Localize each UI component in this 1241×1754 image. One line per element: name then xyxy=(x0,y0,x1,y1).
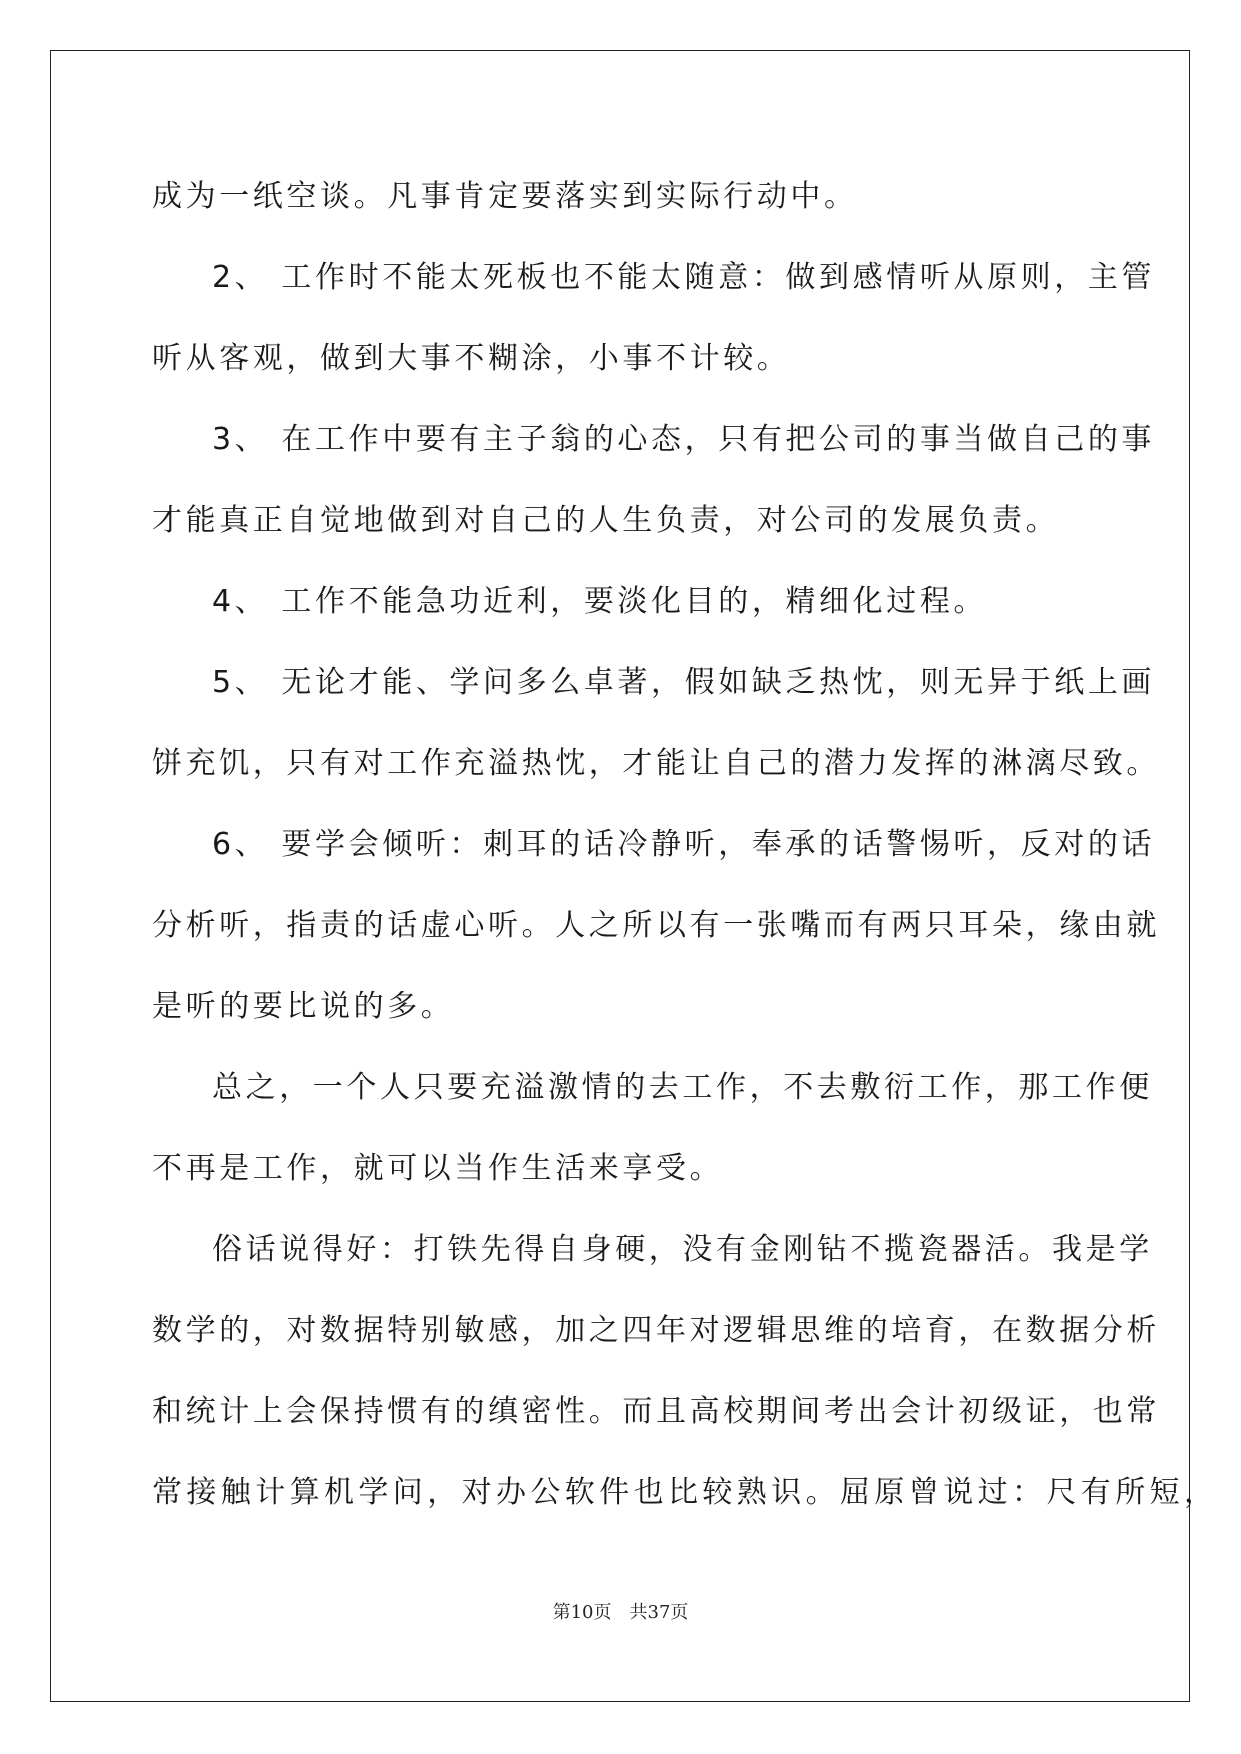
text-line: 6、 要学会倾听：刺耳的话冷静听，奉承的话警惕听，反对的话 xyxy=(212,827,1156,862)
text-line: 5、 无论才能、学问多么卓著，假如缺乏热忱，则无异于纸上画 xyxy=(212,665,1156,700)
text-line: 饼充饥，只有对工作充溢热忱，才能让自己的潜力发挥的淋漓尽致。 xyxy=(152,746,1160,781)
text-line: 俗话说得好：打铁先得自身硬，没有金刚钻不揽瓷器活。我是学 xyxy=(212,1232,1153,1267)
page-footer xyxy=(0,1598,1241,1624)
text-line: 分析听，指责的话虚心听。人之所以有一张嘴而有两只耳朵，缘由就 xyxy=(152,908,1160,943)
text-line: 3、 在工作中要有主子翁的心态，只有把公司的事当做自己的事 xyxy=(212,422,1156,457)
document-body xyxy=(152,156,1219,1533)
text-line: 常接触计算机学问，对办公软件也比较熟识。屈原曾说过：尺有所短， xyxy=(152,1475,1219,1510)
text-line: 听从客观，做到大事不糊涂，小事不计较。 xyxy=(152,341,791,376)
text-line: 成为一纸空谈。凡事肯定要落实到实际行动中。 xyxy=(152,179,858,214)
page-total: 共37页 xyxy=(629,1602,689,1623)
text-line: 才能真正自觉地做到对自己的人生负责，对公司的发展负责。 xyxy=(152,503,1060,538)
text-line: 和统计上会保持惯有的缜密性。而且高校期间考出会计初级证，也常 xyxy=(152,1394,1160,1429)
text-line: 总之，一个人只要充溢激情的去工作，不去敷衍工作，那工作便 xyxy=(212,1070,1153,1105)
text-line: 是听的要比说的多。 xyxy=(152,989,455,1024)
text-line: 不再是工作，就可以当作生活来享受。 xyxy=(152,1151,724,1186)
page-number: 第10页 xyxy=(552,1602,612,1623)
text-line: 4、 工作不能急功近利，要淡化目的，精细化过程。 xyxy=(212,584,988,619)
text-line: 2、 工作时不能太死板也不能太随意：做到感情听从原则，主管 xyxy=(212,260,1156,295)
text-line: 数学的，对数据特别敏感，加之四年对逻辑思维的培育，在数据分析 xyxy=(152,1313,1160,1348)
